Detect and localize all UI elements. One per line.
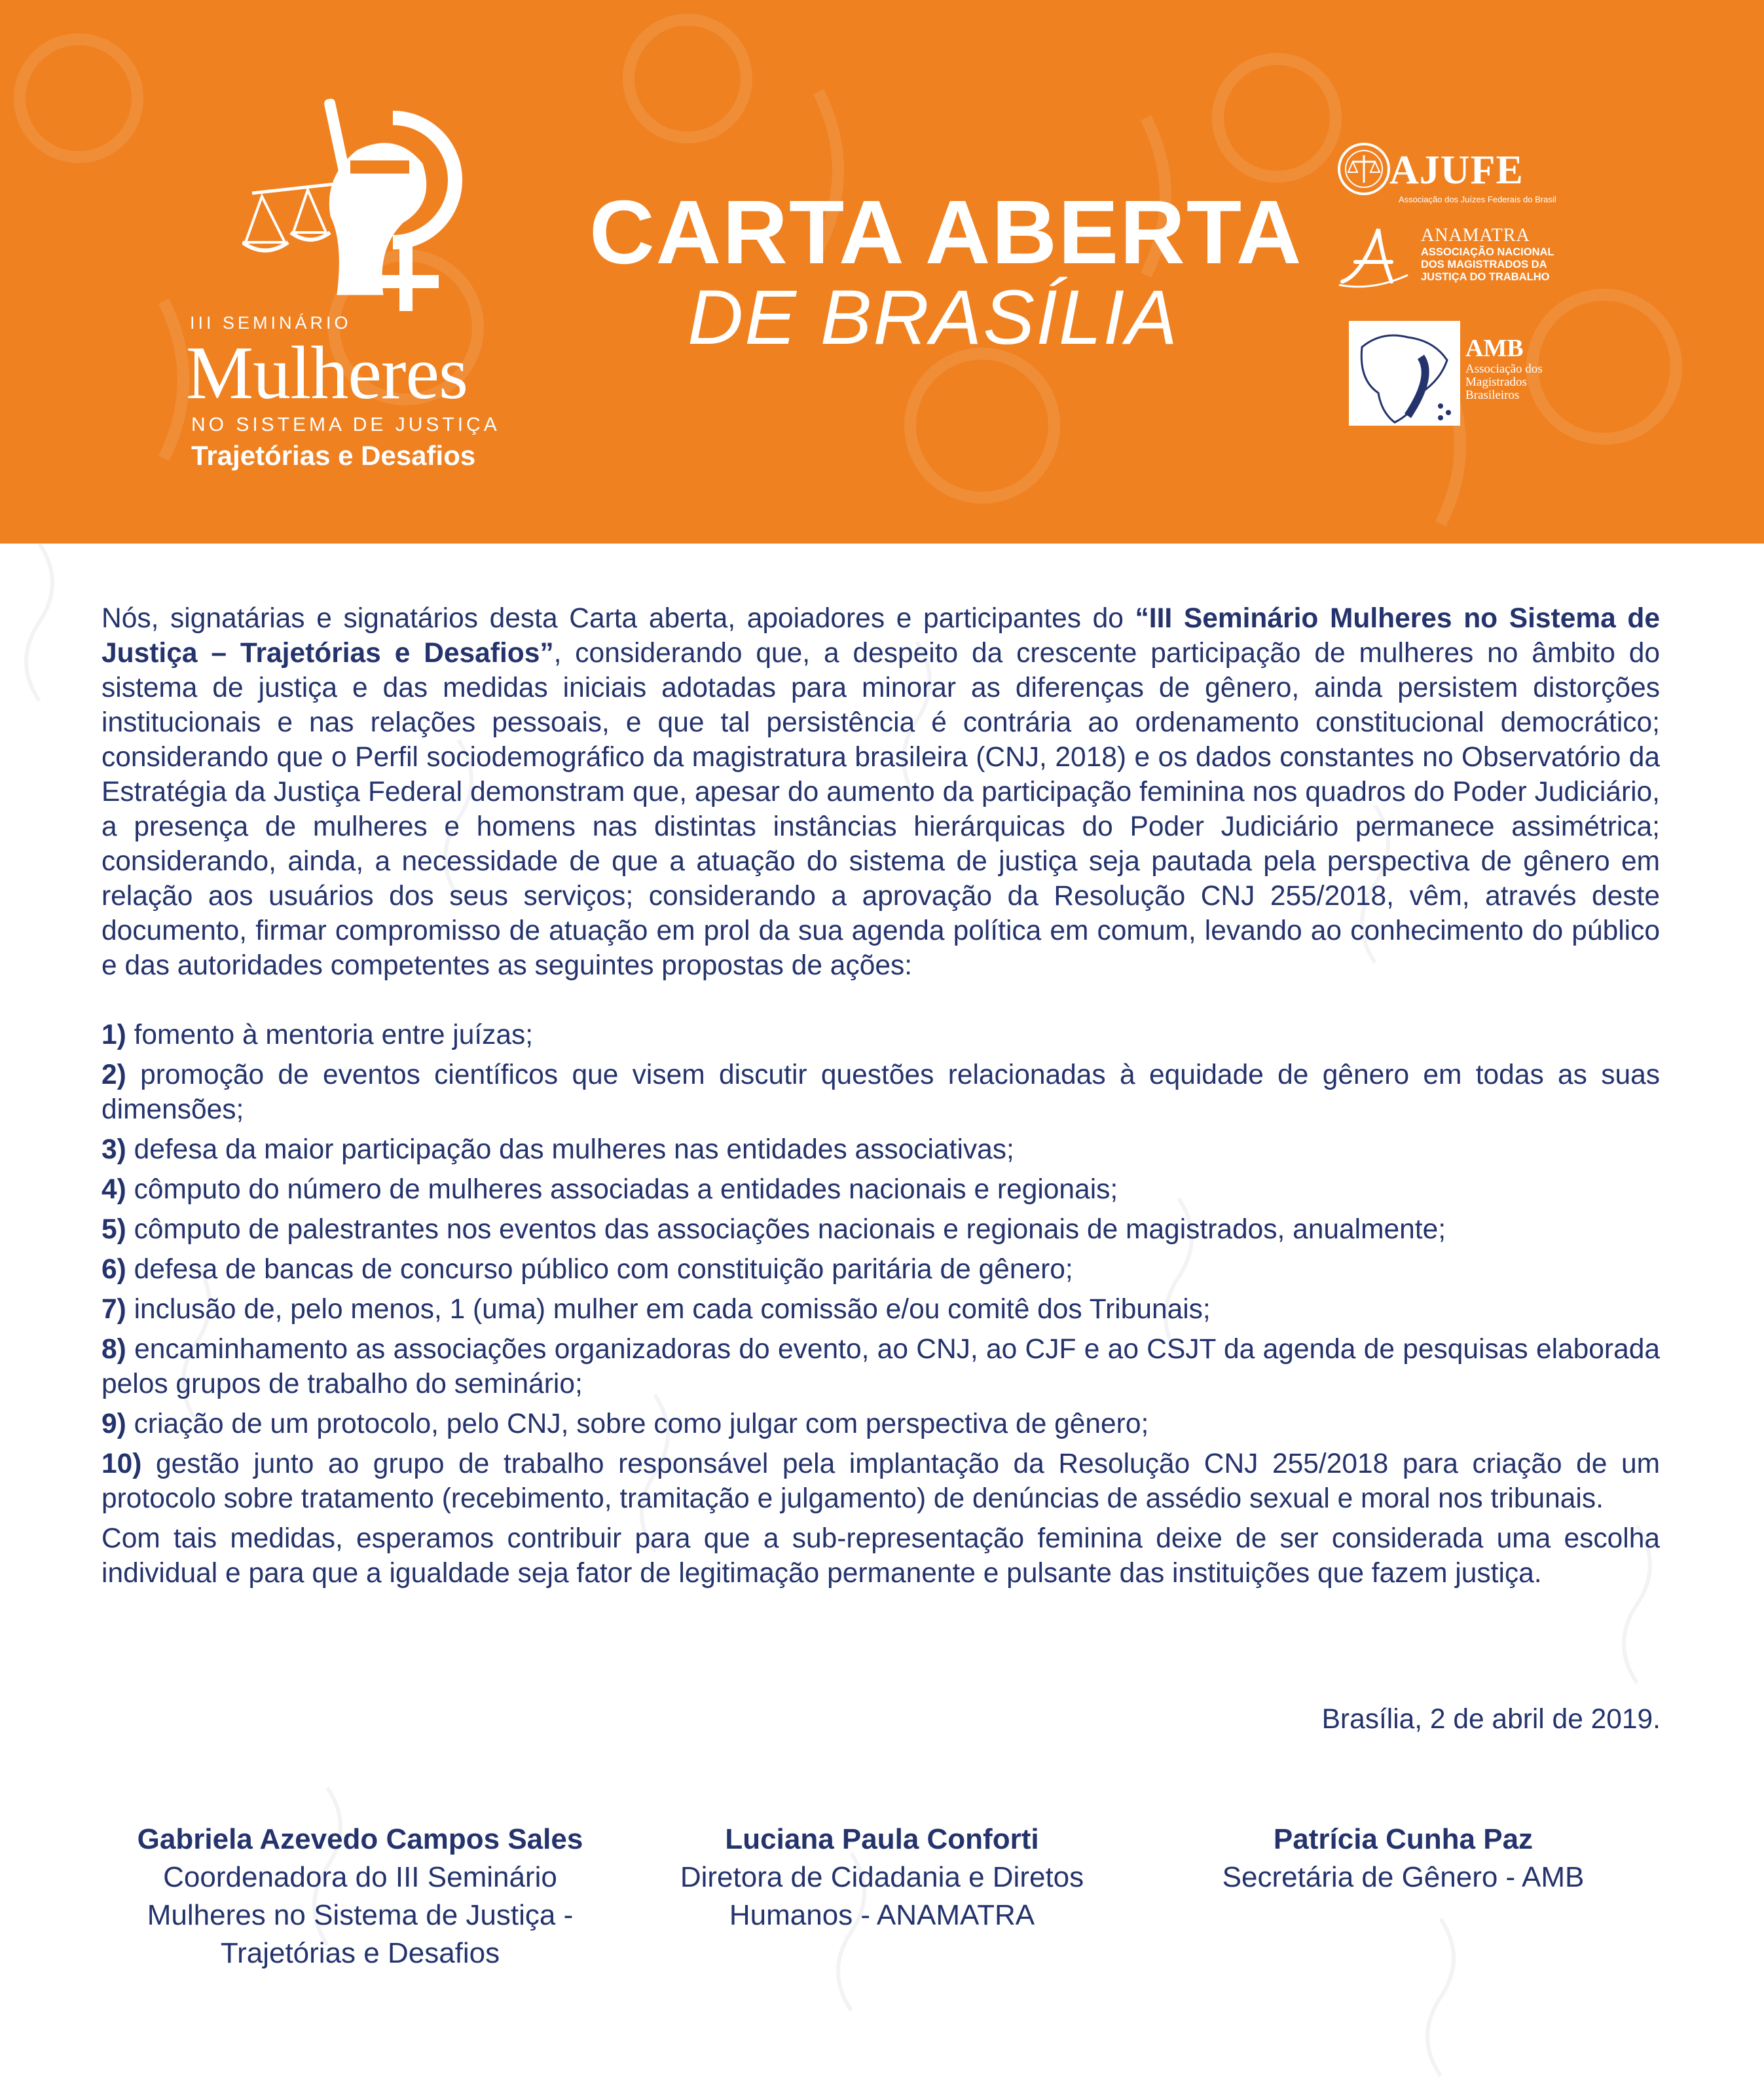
amb-subtitle — [1465, 363, 1543, 402]
brazil-map-icon — [1349, 321, 1460, 426]
list-item — [101, 1018, 1660, 1052]
amb-logo — [1349, 321, 1545, 426]
list-item — [101, 1252, 1660, 1287]
signatory-block — [1154, 1821, 1652, 1896]
anamatra-sub-line: ASSOCIAÇÃO NACIONAL — [1421, 246, 1554, 258]
list-item-number: 5) — [101, 1214, 126, 1245]
signatory-name: Luciana Paula Conforti — [725, 1823, 1039, 1855]
list-item-number: 2) — [101, 1060, 126, 1090]
ajufe-name: AJUFE — [1389, 148, 1524, 193]
list-item-text: cômputo de palestrantes nos eventos das associações nacionais e regionais de magistrados, anualmente; — [126, 1214, 1446, 1245]
seminar-title: Mulheres — [186, 331, 468, 415]
amb-sub-line: Magistrados — [1465, 375, 1527, 389]
ajufe-subtitle: Associação dos Juízes Federais do Brasil — [1399, 194, 1556, 204]
list-item-text: defesa de bancas de concurso público com constituição paritária de gênero; — [126, 1254, 1073, 1285]
anamatra-subtitle — [1421, 246, 1554, 284]
signatory-role: Secretária de Gênero - AMB — [1222, 1861, 1585, 1893]
proposals-list — [101, 1018, 1660, 1591]
amb-sub-line: Associação dos — [1465, 362, 1543, 376]
list-item-number: 6) — [101, 1254, 126, 1285]
list-item-number: 9) — [101, 1409, 126, 1439]
list-item — [101, 1407, 1660, 1441]
list-item-number: 7) — [101, 1294, 126, 1325]
list-item — [101, 1212, 1660, 1247]
signatory-role: Mulheres no Sistema de Justiça - — [147, 1899, 574, 1931]
list-item-number: 1) — [101, 1020, 126, 1050]
list-item — [101, 1332, 1660, 1401]
list-item-number: 8) — [101, 1334, 126, 1365]
seminar-edition: III SEMINÁRIO — [190, 313, 352, 333]
signatory-role: Humanos - ANAMATRA — [729, 1899, 1035, 1931]
intro-text: , considerando que, a despeito da crescente participação de mulheres no âmbito do sistema de justiça e das medidas iniciais adotadas para minorar as diferenças de gênero, ainda persistem distorções institucionais e nas relações pessoais, e que tal persistência é contrária ao ordenamento constitucional democrático; considerando que o Perfil sociodemográfico da magistratura brasileira (CNJ, 2018) e os dados constantes no Observatório da Estratégia da Justiça Federal demonstram que, apesar do aumento da participação feminina nos quadros do Poder Judiciário, a presença de mulheres e homens nas distintas instâncias hierárquicas do Poder Judiciário permanece assimétrica; considerando, ainda, a necessidade de que a atuação do sistema de justiça seja pautada pela perspectiva de gênero em relação aos usuários dos seus serviços; considerando a aprovação da Resolução CNJ 255/2018, vêm, através deste documento, firmar compromisso de atuação em prol da sua agenda política em comum, levando ao conhecimento do público e das autoridades competentes as seguintes propostas de ações: — [101, 638, 1661, 981]
closing-paragraph: Com tais medidas, esperamos contribuir para que a sub-representação feminina deixe de ser considerada uma escolha individual e para que a igualdade seja fator de legitimação permanente e pulsante das instituições que fazem justiça. — [101, 1523, 1660, 1589]
list-item — [101, 1058, 1660, 1127]
anamatra-name: ANAMATRA — [1421, 225, 1530, 246]
list-item-text: cômputo do número de mulheres associadas a entidades nacionais e regionais; — [126, 1174, 1118, 1205]
amb-name: AMB — [1465, 335, 1524, 362]
list-item — [101, 1132, 1660, 1167]
list-item-text: criação de um protocolo, pelo CNJ, sobre como julgar com perspectiva de gênero; — [126, 1409, 1149, 1439]
list-item-number: 10) — [101, 1449, 142, 1479]
seminar-name-highlight: “III Seminário Mulheres no Sistema de Justiça – Trajetórias e Desafios” — [101, 603, 1661, 669]
seminar-tagline: Trajetórias e Desafios — [191, 440, 476, 471]
list-item-text: fomento à mentoria entre juízas; — [126, 1020, 534, 1050]
list-item-number: 4) — [101, 1174, 126, 1205]
list-item — [101, 1172, 1660, 1207]
anamatra-sub-line: JUSTIÇA DO TRABALHO — [1421, 271, 1550, 283]
ajufe-seal-icon — [1336, 141, 1392, 197]
list-item-text: defesa da maior participação das mulheres nas entidades associativas; — [126, 1134, 1014, 1165]
list-item-text: encaminhamento as associações organizadoras do evento, ao CNJ, ao CJF e ao CSJT da agenda de pesquisas elaborada pelos grupos de trabalho do seminário; — [101, 1334, 1660, 1399]
signatory-role: Trajetórias e Desafios — [220, 1937, 500, 1969]
signatory-name: Gabriela Azevedo Campos Sales — [137, 1823, 583, 1855]
intro-paragraph — [101, 601, 1660, 983]
page-title: CARTA ABERTA — [589, 182, 1303, 283]
anamatra-a-icon — [1336, 223, 1414, 295]
letter-date: Brasília, 2 de abril de 2019. — [1321, 1704, 1661, 1735]
seminar-subtitle: NO SISTEMA DE JUSTIÇA — [191, 414, 500, 435]
justice-figure-icon — [242, 92, 478, 314]
list-item-text: inclusão de, pelo menos, 1 (uma) mulher em cada comissão e/ou comitê dos Tribunais; — [126, 1294, 1211, 1325]
anamatra-logo — [1336, 223, 1552, 295]
page-subtitle: DE BRASÍLIA — [688, 274, 1179, 361]
letter-body — [101, 601, 1660, 1591]
signatory-block — [111, 1821, 609, 1972]
seminar-logo — [186, 92, 500, 471]
anamatra-sub-line: DOS MAGISTRADOS DA — [1421, 259, 1547, 270]
amb-sub-line: Brasileiros — [1465, 388, 1520, 402]
signatory-role: Diretora de Cidadania e Diretos — [680, 1861, 1084, 1893]
signatory-name: Patrícia Cunha Paz — [1273, 1823, 1534, 1855]
list-item — [101, 1447, 1660, 1516]
list-item-text: promoção de eventos científicos que visem discutir questões relacionadas à equidade de gênero em todas as suas dimensões; — [101, 1060, 1660, 1125]
signatory-role: Coordenadora do III Seminário — [163, 1861, 557, 1893]
list-item-text: gestão junto ao grupo de trabalho responsável pela implantação da Resolução CNJ 255/2018 para criação de um protocolo sobre tratamento (recebimento, tramitação e julgamento) de denúncias de assédio sexual e moral nos tribunais. — [101, 1449, 1660, 1514]
signatory-block — [633, 1821, 1131, 1934]
ajufe-logo — [1336, 141, 1556, 206]
list-item — [101, 1292, 1660, 1327]
list-item-number: 3) — [101, 1134, 126, 1165]
intro-text: Nós, signatárias e signatários desta Carta aberta, apoiadores e participantes do — [101, 603, 1135, 634]
header-banner — [0, 0, 1764, 544]
